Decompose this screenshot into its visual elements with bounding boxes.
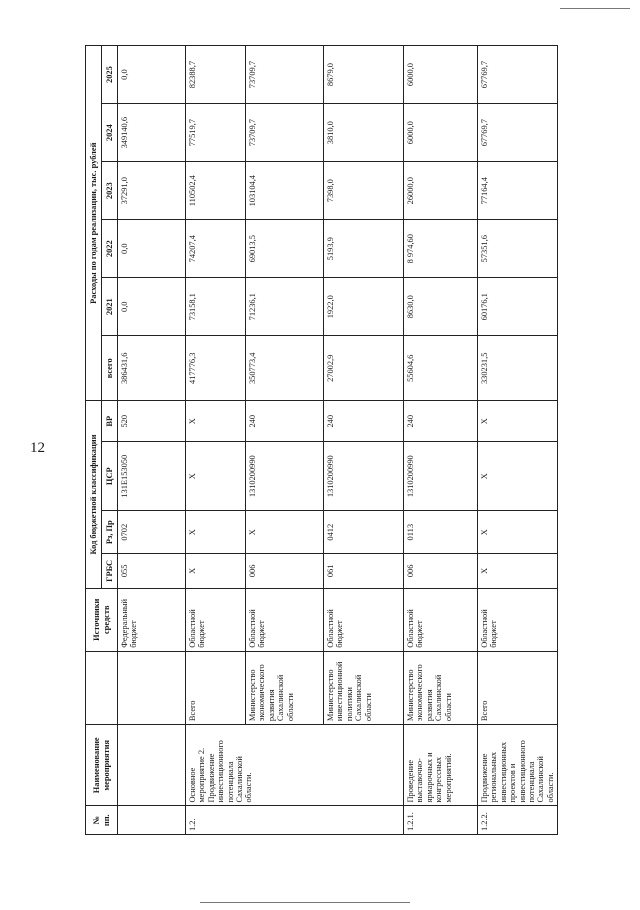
table-row bbox=[186, 46, 246, 835]
cell-2022: 57351,6 bbox=[478, 220, 558, 278]
cell-source: Областной бюджет bbox=[478, 588, 558, 651]
col-header-executor bbox=[86, 651, 118, 724]
cell-2022: 5193,9 bbox=[324, 220, 404, 278]
cell-2025: 0,0 bbox=[118, 46, 186, 104]
cell-vr: 240 bbox=[404, 401, 478, 442]
cell-2022: 74207,4 bbox=[186, 220, 246, 278]
cell-2023: 26000,0 bbox=[404, 162, 478, 220]
cell-csr: 131E153050 bbox=[118, 442, 186, 511]
cell-2021: 60176,1 bbox=[478, 278, 558, 336]
col-header-2023: 2023 bbox=[102, 162, 118, 220]
cell-total: 27002,9 bbox=[324, 336, 404, 401]
scan-edge-mark bbox=[560, 8, 630, 9]
cell-grbs: 061 bbox=[324, 554, 404, 589]
cell-total: 350773,4 bbox=[246, 336, 324, 401]
col-header-2024: 2024 bbox=[102, 104, 118, 162]
cell-executor: Всего bbox=[186, 651, 246, 724]
col-header-source: Источники средств bbox=[86, 588, 118, 651]
cell-source: Областной бюджет bbox=[324, 588, 404, 651]
cell-2022: 8 974,60 bbox=[404, 220, 478, 278]
cell-rzpr: 0113 bbox=[404, 511, 478, 554]
cell-total: 386431,6 bbox=[118, 336, 186, 401]
cell-source: Федеральный бюджет bbox=[118, 588, 186, 651]
rotated-page bbox=[85, 45, 555, 835]
cell-vr: 240 bbox=[246, 401, 324, 442]
cell-total: 417776,3 bbox=[186, 336, 246, 401]
table-row bbox=[324, 46, 404, 835]
table-row bbox=[246, 46, 324, 835]
cell-rzpr: X bbox=[246, 511, 324, 554]
col-header-name: Наименование мероприятия bbox=[86, 725, 118, 806]
cell-vr: 520 bbox=[118, 401, 186, 442]
col-header-vr: ВР bbox=[102, 401, 118, 442]
table-row bbox=[404, 46, 478, 835]
cell-2025: 73709,7 bbox=[246, 46, 324, 104]
col-header-2021: 2021 bbox=[102, 278, 118, 336]
cell-2021: 71236,1 bbox=[246, 278, 324, 336]
cell-vr: 240 bbox=[324, 401, 404, 442]
cell-num: 1.2.2. bbox=[478, 806, 558, 835]
budget-table bbox=[85, 45, 558, 835]
col-header-2022: 2022 bbox=[102, 220, 118, 278]
cell-csr: 1310200990 bbox=[246, 442, 324, 511]
col-header-2025: 2025 bbox=[102, 46, 118, 104]
cell-2024: 77519,7 bbox=[186, 104, 246, 162]
table-row bbox=[118, 46, 186, 835]
cell-2024: 6000,0 bbox=[404, 104, 478, 162]
cell-executor: Министерство инвестиционной политики Сахалинской области bbox=[324, 651, 404, 724]
cell-grbs: 006 bbox=[246, 554, 324, 589]
cell-grbs: 055 bbox=[118, 554, 186, 589]
cell-total: 330231,5 bbox=[478, 336, 558, 401]
cell-grbs: 006 bbox=[404, 554, 478, 589]
cell-2024: 3810,0 bbox=[324, 104, 404, 162]
cell-2025: 67769,7 bbox=[478, 46, 558, 104]
cell-2022: 0,0 bbox=[118, 220, 186, 278]
cell-total: 55604,6 bbox=[404, 336, 478, 401]
col-header-grbs: ГРБС bbox=[102, 554, 118, 589]
col-header-classification: Код бюджетной классификации bbox=[86, 401, 102, 588]
cell-executor: Министерство экономического развития Сахалинской области bbox=[404, 651, 478, 724]
cell-2021: 1922,0 bbox=[324, 278, 404, 336]
cell-2023: 77164,4 bbox=[478, 162, 558, 220]
cell-num bbox=[118, 806, 186, 835]
cell-2021: 73158,1 bbox=[186, 278, 246, 336]
cell-num: 1.2. bbox=[186, 806, 404, 835]
cell-rzpr: X bbox=[186, 511, 246, 554]
cell-executor bbox=[118, 651, 186, 724]
cell-source: Областной бюджет bbox=[404, 588, 478, 651]
cell-name: Продвижение региональных инвестиционных проектов и инвестиционного потенциала Сахалинской области. bbox=[478, 725, 558, 806]
cell-csr: 1310200990 bbox=[324, 442, 404, 511]
col-header-total: всего bbox=[102, 336, 118, 401]
cell-2022: 69013,5 bbox=[246, 220, 324, 278]
cell-2024: 73709,7 bbox=[246, 104, 324, 162]
cell-2024: 349140,6 bbox=[118, 104, 186, 162]
col-header-num: № пп. bbox=[86, 806, 118, 835]
cell-2023: 103104,4 bbox=[246, 162, 324, 220]
cell-source: Областной бюджет bbox=[186, 588, 246, 651]
cell-2025: 8679,0 bbox=[324, 46, 404, 104]
cell-csr: 1310200990 bbox=[404, 442, 478, 511]
cell-rzpr: X bbox=[478, 511, 558, 554]
col-header-rzpr: Рз, Пр bbox=[102, 511, 118, 554]
page-number: 12 bbox=[30, 440, 45, 456]
cell-grbs: X bbox=[186, 554, 246, 589]
table-row bbox=[478, 46, 558, 835]
col-header-csr: ЦСР bbox=[102, 442, 118, 511]
cell-source: Областной бюджет bbox=[246, 588, 324, 651]
col-header-expenses: Расходы по годам реализации, тыс. рублей bbox=[86, 46, 102, 401]
cell-2023: 37291,0 bbox=[118, 162, 186, 220]
cell-name: Основное мероприятие 2. Продвижение инвестиционного потенциала Сахалинской области. bbox=[186, 725, 404, 806]
cell-2021: 8630,0 bbox=[404, 278, 478, 336]
cell-rzpr: 0412 bbox=[324, 511, 404, 554]
cell-2025: 82388,7 bbox=[186, 46, 246, 104]
cell-name: Проведение выставочно-ярмарочных и конгрессных мероприятий. bbox=[404, 725, 478, 806]
cell-2025: 6000,0 bbox=[404, 46, 478, 104]
cell-2021: 0,0 bbox=[118, 278, 186, 336]
cell-vr: X bbox=[478, 401, 558, 442]
cell-rzpr: 0702 bbox=[118, 511, 186, 554]
cell-csr: X bbox=[478, 442, 558, 511]
cell-num: 1.2.1. bbox=[404, 806, 478, 835]
cell-name bbox=[118, 725, 186, 806]
cell-2024: 67769,7 bbox=[478, 104, 558, 162]
cell-2023: 7398,0 bbox=[324, 162, 404, 220]
cell-csr: X bbox=[186, 442, 246, 511]
cell-executor: Всего bbox=[478, 651, 558, 724]
cell-2023: 110502,4 bbox=[186, 162, 246, 220]
cell-vr: X bbox=[186, 401, 246, 442]
cell-executor: Министерство экономического развития Сахалинской области bbox=[246, 651, 324, 724]
scan-edge-mark bbox=[200, 902, 410, 903]
cell-grbs: X bbox=[478, 554, 558, 589]
